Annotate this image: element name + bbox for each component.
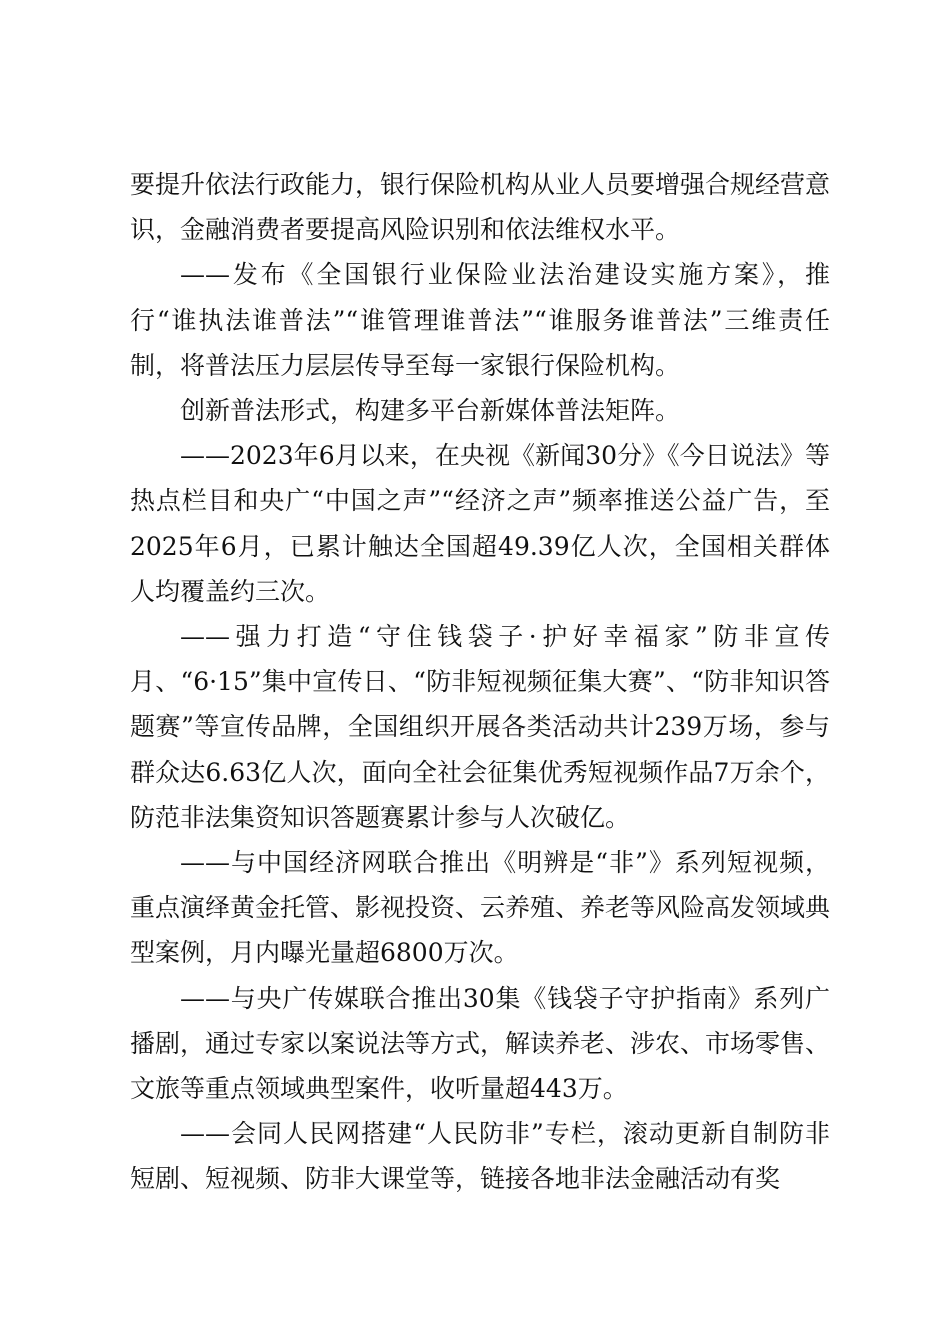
paragraph: ——与中国经济网联合推出《明辨是“非”》系列短视频，重点演绎黄金托管、影视投资、云养殖、养老等风险高发领域典型案例，月内曝光量超6800万次。	[130, 848, 831, 968]
paragraph: 创新普法形式，构建多平台新媒体普法矩阵。	[180, 396, 681, 426]
paragraph: ——发布《全国银行业保险业法治建设实施方案》，推行“谁执法谁普法”“谁管理谁普法”“谁服务谁普法”三维责任制，将普法压力层层传导至每一家银行保险机构。	[130, 260, 830, 380]
paragraph: ——2023年6月以来，在央视《新闻30分》《今日说法》等热点栏目和央广“中国之声”“经济之声”频率推送公益广告，至2025年6月，已累计触达全国超49.39亿人次，全国相关群体人均覆盖约三次。	[130, 441, 830, 606]
paragraph: 要提升依法行政能力，银行保险机构从业人员要增强合规经营意识，金融消费者要提高风险识别和依法维权水平。	[130, 170, 831, 245]
body-text	[130, 162, 830, 1202]
paragraph: ——与央广传媒联合推出30集《钱袋子守护指南》系列广播剧，通过专家以案说法等方式，解读养老、涉农、市场零售、文旅等重点领域典型案件，收听量超443万。	[130, 983, 831, 1104]
paragraph: ——强力打造“守住钱袋子·护好幸福家”防非宣传月、“6·15”集中宣传日、“防非短视频征集大赛”、“防非知识答题赛”等宣传品牌，全国组织开展各类活动共计239万场，参与群众达6.63亿人次，面向全社会征集优秀短视频作品7万余个，防范非法集资知识答题赛累计参与人次破亿。	[130, 622, 830, 832]
paragraph: ——会同人民网搭建“人民防非”专栏，滚动更新自制防非短剧、短视频、防非大课堂等，链接各地非法金融活动有奖	[130, 1119, 830, 1194]
